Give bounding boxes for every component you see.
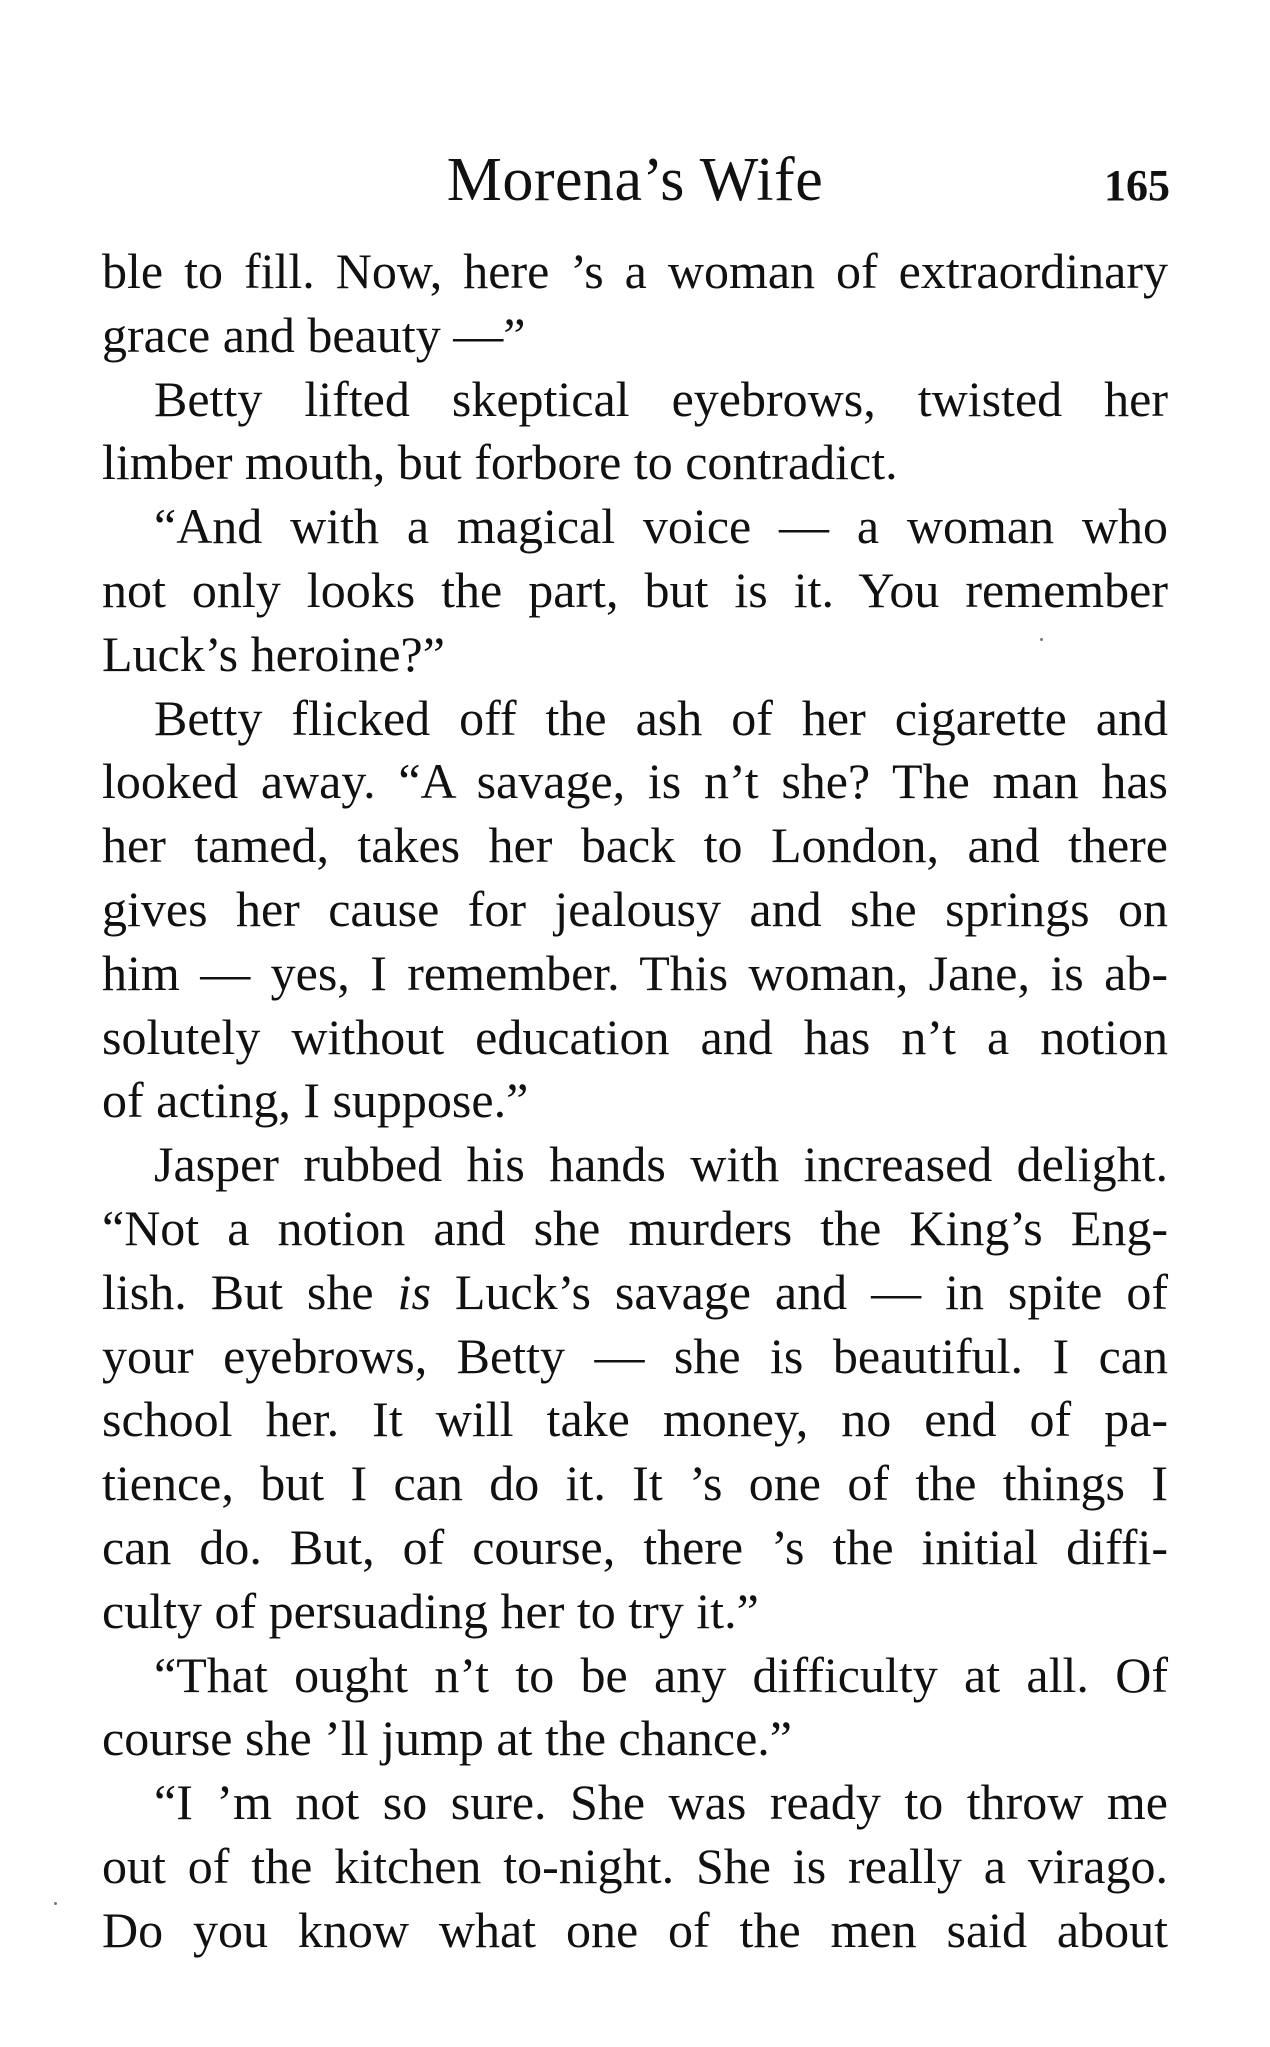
- text-line: tience, but I can do it. It ’s one of the things I: [102, 1455, 1168, 1512]
- paper-speck: [1040, 638, 1043, 641]
- emphasized-word: is: [397, 1263, 431, 1320]
- text-line: course she ’ll jump at the chance.”: [102, 1710, 792, 1767]
- running-title: Morena’s Wife: [446, 146, 824, 214]
- paper-speck: [54, 1902, 57, 1905]
- text-line: Luck’s heroine?”: [102, 625, 445, 682]
- text-line: gives her cause for jealousy and she springs on: [102, 880, 1168, 937]
- text-line: him — yes, I remember. This woman, Jane, is ab-: [102, 944, 1168, 1001]
- text-line: “Not a notion and she murders the King’s Eng-: [102, 1199, 1168, 1256]
- text-line: not only looks the part, but is it. You remember: [102, 561, 1168, 618]
- text-line: Do you know what one of the men said about: [102, 1901, 1168, 1958]
- text-line: Betty lifted skeptical eyebrows, twisted her: [154, 370, 1168, 427]
- text-line: lish. But she is Luck’s savage and — in spite of: [102, 1263, 1168, 1320]
- text-line: solutely without education and has n’t a notion: [102, 1008, 1168, 1065]
- text-line: “I ’m not so sure. She was ready to throw me: [154, 1774, 1168, 1831]
- text-line: culty of persuading her to try it.”: [102, 1582, 759, 1639]
- running-head: [0, 135, 1270, 225]
- text-line: grace and beauty —”: [102, 306, 526, 363]
- text-line: “And with a magical voice — a woman who: [154, 498, 1168, 555]
- text-line: can do. But, of course, there ’s the initial diffi-: [102, 1518, 1168, 1575]
- body-text: [102, 240, 1168, 1963]
- text-line: out of the kitchen to-night. She is really a virago.: [102, 1837, 1168, 1894]
- text-line: ble to fill. Now, here ’s a woman of extraordinary: [102, 243, 1168, 299]
- text-line: Betty flicked off the ash of her cigarette and: [154, 689, 1168, 746]
- text-line: of acting, I suppose.”: [102, 1072, 529, 1129]
- text-line: school her. It will take money, no end of pa-: [102, 1391, 1168, 1448]
- text-line: your eyebrows, Betty — she is beautiful. I can: [102, 1327, 1168, 1384]
- text-line: “That ought n’t to be any difficulty at all. Of: [154, 1646, 1168, 1703]
- text-line: her tamed, takes her back to London, and there: [102, 817, 1168, 874]
- text-line: looked away. “A savage, is n’t she? The man has: [102, 753, 1168, 810]
- text-line: Jasper rubbed his hands with increased delight.: [154, 1136, 1168, 1193]
- text-line: limber mouth, but forbore to contradict.: [102, 434, 898, 491]
- page-number: 165: [1104, 161, 1170, 210]
